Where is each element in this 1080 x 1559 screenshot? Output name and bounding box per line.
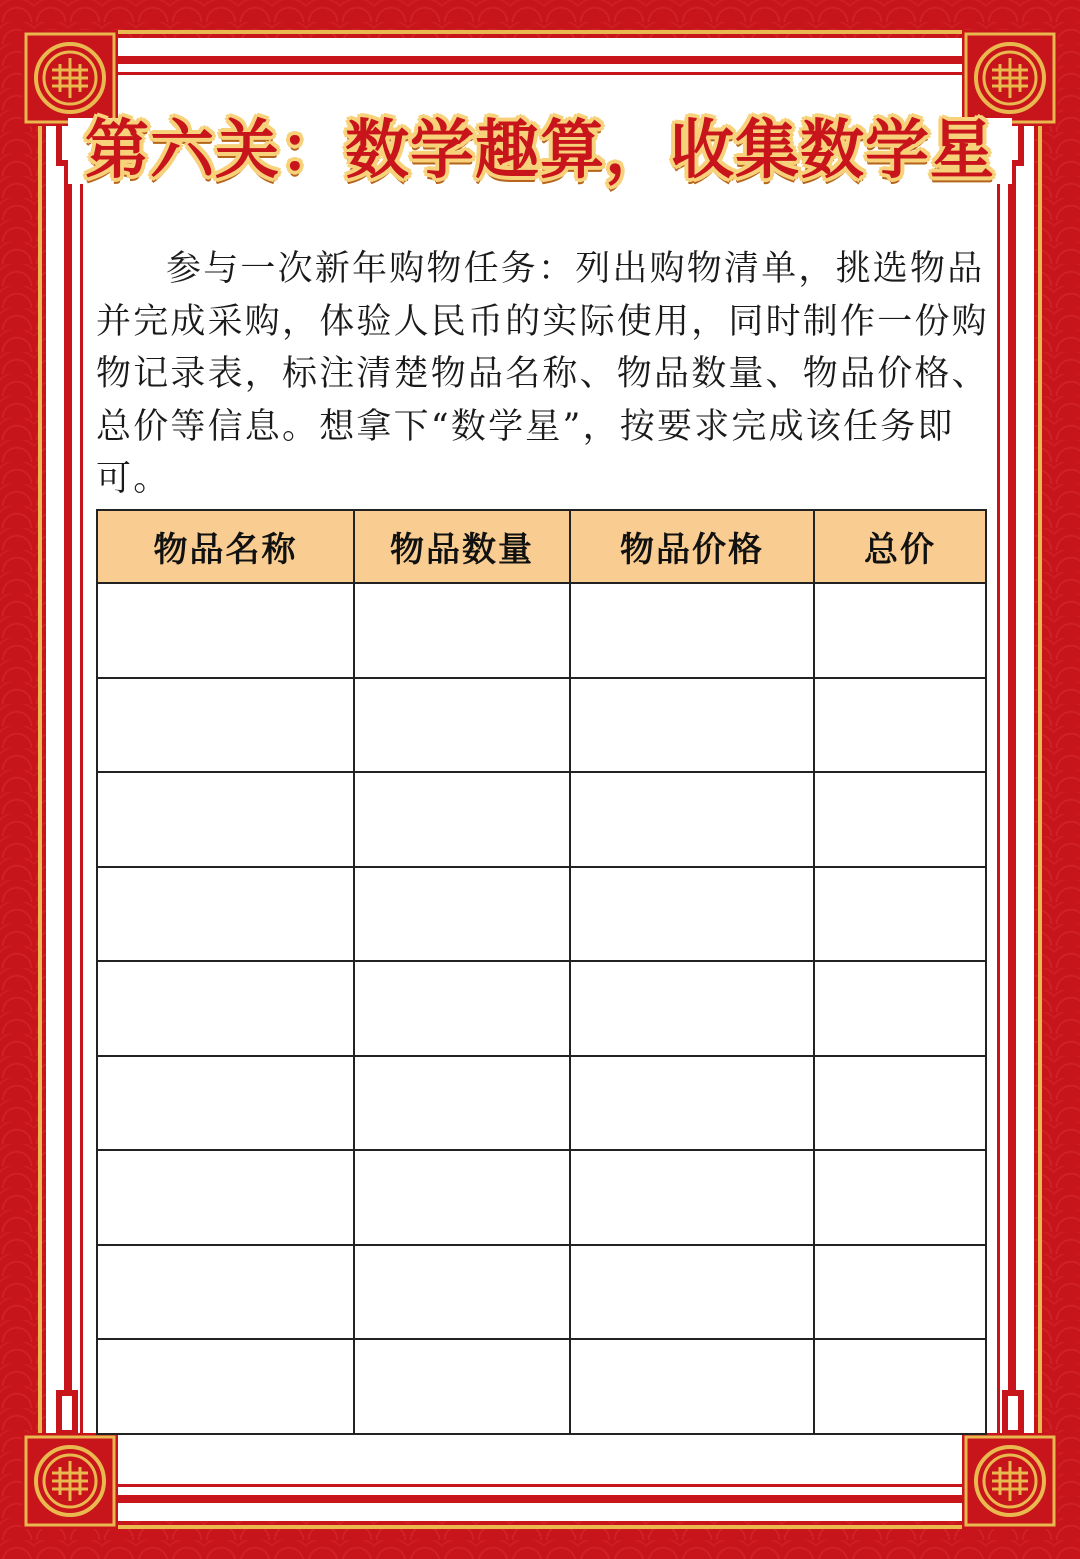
cell-total-price[interactable] [814,961,986,1056]
cell-item-name[interactable] [97,678,354,773]
cell-item-price[interactable] [570,1339,814,1434]
fret-notch [1002,1390,1024,1436]
cell-item-quantity[interactable] [354,1339,570,1434]
shou-medallion-icon [962,1433,1058,1529]
cell-total-price[interactable] [814,1245,986,1340]
cell-item-price[interactable] [570,1245,814,1340]
cell-item-quantity[interactable] [354,1245,570,1340]
table-row [97,1056,986,1151]
header-total-price: 总价 [814,510,986,583]
fret-notch [56,1390,78,1436]
cell-item-name[interactable] [97,867,354,962]
cell-total-price[interactable] [814,1339,986,1434]
cell-item-name[interactable] [97,1150,354,1245]
task-description: 参与一次新年购物任务：列出购物清单，挑选物品并完成采购，体验人民币的实际使用，同时制作一份购物记录表，标注清楚物品名称、物品数量、物品价格、总价等信息。想拿下“数学星”，按要求完成该任务即可。 [96,249,989,499]
cell-item-name[interactable] [97,583,354,678]
table-body [97,583,986,1434]
cell-total-price[interactable] [814,678,986,773]
cell-item-quantity[interactable] [354,1056,570,1151]
cell-item-quantity[interactable] [354,583,570,678]
cell-item-name[interactable] [97,961,354,1056]
header-item-quantity: 物品数量 [354,510,570,583]
cell-item-price[interactable] [570,583,814,678]
cell-item-name[interactable] [97,1056,354,1151]
table-row [97,1150,986,1245]
table-row [97,1245,986,1340]
cell-item-price[interactable] [570,867,814,962]
table-row [97,583,986,678]
cell-item-price[interactable] [570,1056,814,1151]
header-item-price: 物品价格 [570,510,814,583]
shopping-record-table [96,509,987,1435]
cell-total-price[interactable] [814,1150,986,1245]
cell-item-quantity[interactable] [354,1150,570,1245]
cell-item-price[interactable] [570,772,814,867]
cell-item-quantity[interactable] [354,772,570,867]
table-row [97,678,986,773]
cell-item-name[interactable] [97,772,354,867]
table-row [97,867,986,962]
table-row [97,1339,986,1434]
page-title: 第六关：数学趣算，收集数学星 [85,114,995,188]
header-item-name: 物品名称 [97,510,354,583]
cell-item-name[interactable] [97,1339,354,1434]
cell-item-quantity[interactable] [354,867,570,962]
cell-item-quantity[interactable] [354,678,570,773]
cell-item-price[interactable] [570,961,814,1056]
table-row [97,772,986,867]
shou-medallion-icon [22,1433,118,1529]
table-row [97,961,986,1056]
cell-item-price[interactable] [570,678,814,773]
cell-item-quantity[interactable] [354,961,570,1056]
cell-total-price[interactable] [814,772,986,867]
cell-total-price[interactable] [814,583,986,678]
table-header-row [97,510,986,583]
cell-total-price[interactable] [814,1056,986,1151]
cell-total-price[interactable] [814,867,986,962]
cell-item-name[interactable] [97,1245,354,1340]
cell-item-price[interactable] [570,1150,814,1245]
